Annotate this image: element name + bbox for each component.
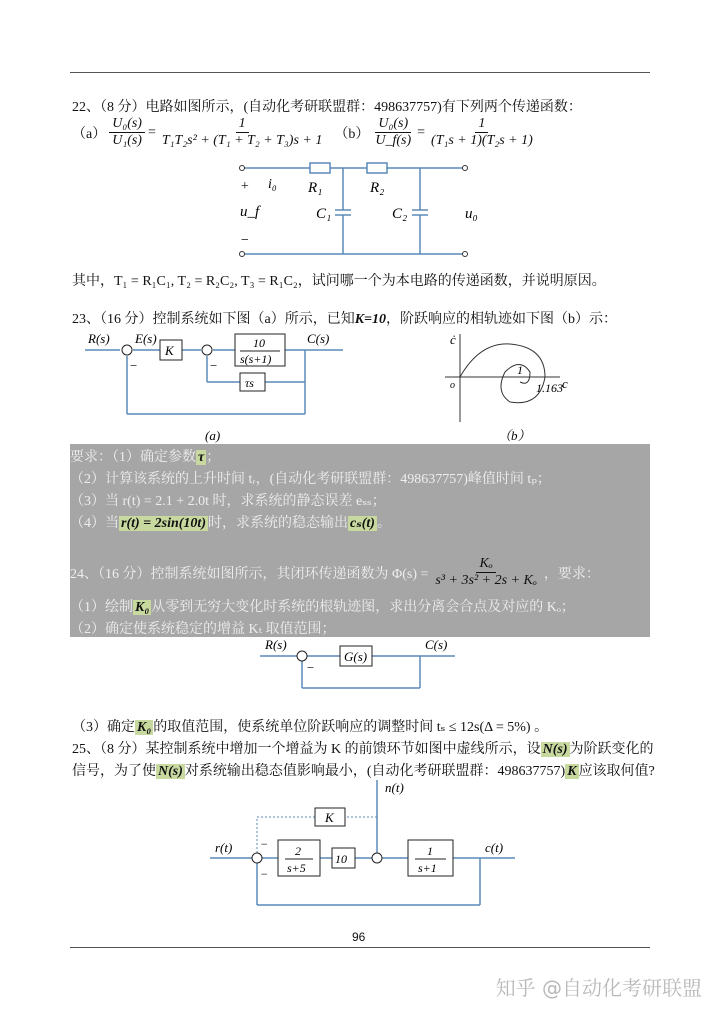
q22-a-rhs [159, 116, 325, 149]
q22-b-label: （b） [334, 126, 370, 142]
line2-pre: 信号，为了使 [72, 764, 156, 779]
r4-mid: 时，求系统的稳态输出 [207, 516, 348, 531]
plus-sign: + [240, 179, 250, 194]
r2-label: R₂ [370, 180, 385, 196]
g-num: 10 [253, 336, 265, 350]
g-block: G(s) [344, 649, 368, 664]
r1-label: R₁ [308, 180, 323, 196]
c-label: C(s) [425, 637, 448, 652]
r4-pre: （4）当 [70, 516, 119, 531]
den: U₁(s) [112, 133, 142, 148]
den: s³ + 3s² + 2s + Kₒ [435, 573, 537, 588]
k0: K₀ [135, 600, 150, 615]
q23-block-diagram-a [85, 330, 355, 445]
feedback-block: τs [245, 376, 254, 390]
r3-pre: （3）确定 [72, 720, 135, 735]
uf-label: u_f [240, 204, 260, 220]
q23-req-2: （2）计算该系统的上升时间 tᵣ，(自动化考研联盟群：498637757)峰值时间 tₚ； [70, 472, 551, 487]
value-label: 1.163 [536, 381, 563, 395]
g3-num: 1 [427, 844, 433, 858]
num: 1 [236, 116, 249, 133]
ns: N(s) [542, 742, 568, 757]
q22-circuit-diagram [220, 160, 480, 270]
num: Kₒ [476, 556, 495, 573]
num: U₀(s) [109, 116, 145, 133]
x-axis-label: c [562, 376, 568, 391]
r-label: R(s) [88, 331, 110, 346]
q23-req-4 [70, 512, 391, 532]
line2-post: 应该取何值? [578, 764, 655, 779]
r-label: r(t) [215, 840, 233, 855]
q25-block-diagram [210, 780, 520, 910]
q23-req-3: （3）当 r(t) = 2.1 + 2.0t 时，求系统的静态误差 eₛₛ； [70, 494, 386, 509]
q25-line-1 [72, 738, 654, 758]
r4-eq: r(t) = 2sin(10t) [121, 516, 206, 531]
line2-mid: 对系统输出稳态值影响最小，(自动化考研联盟群：498637757) [184, 764, 566, 779]
semi: ； [206, 450, 221, 465]
k-value: K=10 [354, 312, 387, 327]
c-label: c(t) [485, 840, 504, 855]
one-label: 1 [517, 363, 523, 377]
req-text: 要求：（1）确定参数 [70, 450, 196, 465]
q22-formulas: （a） $\frac{\text{U₀(s)}}{\text{U₁(s)}}$ = $\frac{1}{\text{T₁T₂s² + (T₁ + T₂ + T₃)s + 1}}$ （b） $\frac{\text{U₀(s)}}{U\_f(s)}$ = $\frac{1}{\text{(T₁s + 1)(T₂s + 1)}}$ [72, 116, 536, 149]
n-label: n(t) [385, 780, 404, 795]
page-number: 96 [352, 930, 366, 944]
caption-b: （b） [498, 428, 531, 443]
k-block: K [165, 343, 174, 358]
q23-heading-pre: 23、（16 分）控制系统如下图（a）所示，已知 [72, 312, 355, 327]
gain-block: 10 [335, 852, 347, 866]
c-label: C(s) [307, 331, 330, 346]
g3-den: s+1 [418, 861, 437, 875]
r1-post: 从零到无穷大变化时系统的根轨迹图，求出分离会合点及对应的 Kₒ； [151, 600, 575, 615]
q22-heading: 22、（8 分）电路如图所示，(自动化考研联盟群：498637757)有下列两个传递函数： [72, 100, 582, 115]
q22-b-lhs [372, 116, 414, 149]
q24-req-3 [72, 716, 548, 736]
r4-end: 。 [376, 516, 391, 531]
q22-a-label: （a） [72, 126, 107, 142]
c2-label: C₂ [392, 206, 408, 222]
q23-heading [72, 308, 617, 328]
g-den: s(s+1) [240, 352, 272, 366]
k-block: K [325, 810, 334, 825]
q23-phase-plot-b [430, 332, 570, 444]
line1-pre: 25、（8 分）某控制系统中增加一个增益为 K 的前馈环节如图中虚线所示，设 [72, 742, 541, 757]
q22-a-lhs [109, 116, 145, 149]
line1-post: 为阶跃变化的 [569, 742, 654, 757]
den: (T₁s + 1)(T₂s + 1) [431, 133, 533, 148]
den: U_f(s) [375, 133, 412, 148]
g1-den: s+5 [287, 861, 306, 875]
current-label: i₀ [268, 177, 277, 192]
k0: K₀ [137, 720, 152, 735]
g1-num: 2 [295, 844, 301, 858]
bottom-rule [70, 947, 650, 948]
q22-b-rhs [428, 116, 536, 149]
q24-req-2: （2）确定使系统稳定的增益 Kₜ 取值范围； [70, 622, 336, 637]
ns: N(s) [158, 764, 183, 779]
num: U₀(s) [375, 116, 411, 133]
uo-label: u₀ [465, 206, 478, 222]
c1-label: C₁ [316, 206, 332, 222]
watermark: 知乎 @自动化考研联盟 [495, 976, 702, 1000]
origin-label: o [450, 380, 455, 391]
tau: τ [198, 450, 205, 465]
q23-heading-post: ，阶跃响应的相轨迹如下图（b）示： [386, 312, 618, 327]
r1-pre: （1）绘制 [70, 600, 133, 615]
y-axis-label: ċ [450, 332, 456, 347]
minus-sign: − [260, 837, 269, 851]
heading-end: ，要求： [543, 566, 600, 582]
minus-sign: − [306, 660, 315, 675]
q24-heading-text: 24、（16 分）控制系统如图所示，其闭环传递函数为 Φ(s) = [70, 566, 429, 582]
q24-req-1 [70, 596, 575, 616]
r-label: R(s) [265, 637, 287, 652]
minus-sign: − [240, 233, 250, 248]
den: T₁T₂s² + (T₁ + T₂ + T₃)s + 1 [161, 133, 323, 148]
q25-line-2 [72, 760, 655, 780]
q24-block-diagram [260, 636, 460, 696]
e-label: E(s) [135, 331, 157, 346]
minus-sign: − [209, 358, 218, 373]
top-rule [70, 72, 650, 73]
q24-heading [70, 556, 600, 589]
minus-sign: − [129, 358, 138, 373]
caption-a: (a) [205, 428, 221, 443]
phi-frac [432, 556, 539, 589]
minus-sign: − [260, 867, 269, 881]
num: 1 [475, 116, 488, 133]
gray-overlay-region [70, 444, 650, 637]
r3-post: 的取值范围，使系统单位阶跃响应的调整时间 tₛ ≤ 12s(Δ = 5%) 。 [153, 720, 549, 735]
q22-footer: 其中，T₁ = R₁C₁, T₂ = R₂C₂, T₃ = R₁C₂，试问哪一个为本电路的传递函数，并说明原因。 [72, 274, 606, 289]
q23-req-1 [70, 446, 220, 466]
kk: K [567, 764, 577, 779]
r4-out: cₛ(t) [349, 516, 375, 531]
